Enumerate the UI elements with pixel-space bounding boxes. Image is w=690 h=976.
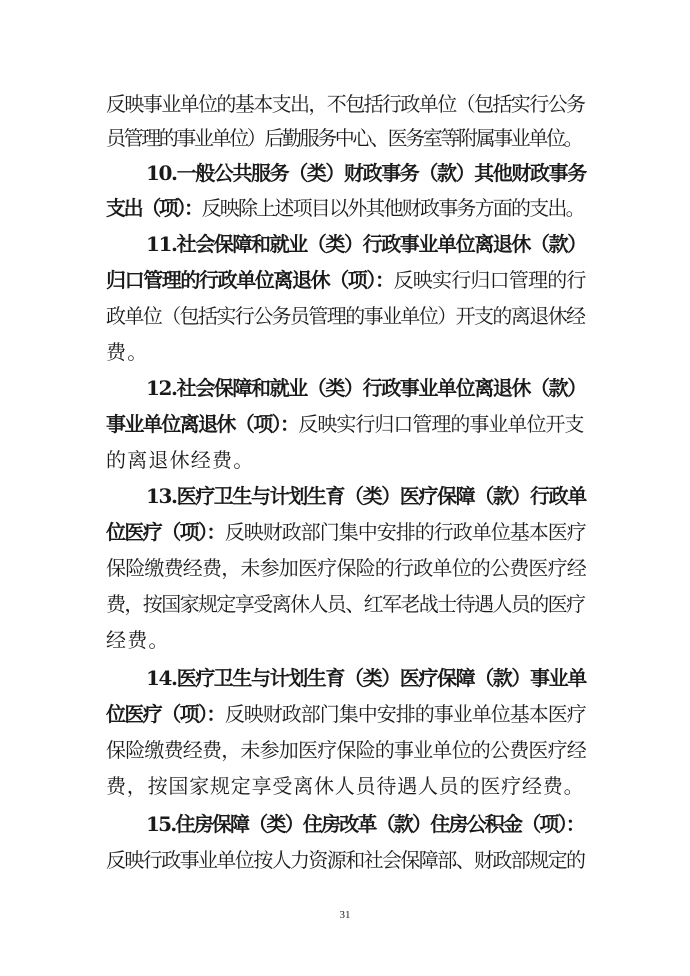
item-heading: 支出（项）： [106,196,202,220]
text-line [106,586,586,622]
text-run: 费，按国家规定享受离休人员待遇人员的医疗经费。 [106,774,585,798]
text-line [106,442,586,478]
text-run: 反映财政部门集中安排的事业单位基本医疗 [224,702,586,726]
text-run: 反映除上述项目以外其他财政事务方面的支出。 [201,196,584,220]
text-run: 反映行政事业单位按人力资源和社会保障部、财政部规定的 [106,848,585,872]
text-run: 的离退休经费。 [106,448,255,472]
item-heading: 11.社会保障和就业（类）行政事业单位离退休（款） [146,232,586,256]
text-line [106,696,586,732]
text-line [146,478,586,514]
text-line [106,842,586,878]
text-line [106,550,586,586]
text-line [106,334,586,370]
item-heading: 14.医疗卫生与计划生育（类）医疗保障（款）事业单 [146,666,586,690]
text-line [106,622,586,658]
text-line [146,660,586,696]
item-heading: 归口管理的行政单位离退休（项）： [106,268,394,292]
text-run: 反映实行归口管理的事业单位开支 [298,412,584,436]
text-run: 政单位（包括实行公务员管理的事业单位）开支的离退休经 [106,304,585,328]
item-heading: 事业单位离退休（项）： [106,412,299,436]
item-heading: 12.社会保障和就业（类）行政事业单位离退休（款） [146,376,586,400]
text-line [146,370,586,406]
text-run: 保险缴费经费，未参加医疗保险的事业单位的公费医疗经 [106,738,586,762]
text-run: 费，按国家规定享受离休人员、红军老战士待遇人员的医疗 [106,592,585,616]
item-heading: 10.一般公共服务（类）财政事务（款）其他财政事务 [146,161,586,185]
text-line [106,732,586,768]
item-heading: 位医疗（项）： [106,702,225,726]
text-line [106,86,586,122]
text-run: 反映事业单位的基本支出，不包括行政单位（包括实行公务 [106,92,585,116]
text-run: 反映实行归口管理的行 [393,268,586,292]
text-run: 费。 [106,340,149,364]
text-line [106,768,586,804]
text-line [146,226,586,262]
text-run: 员管理的事业单位）后勤服务中心、医务室等附属事业单位。 [106,126,582,150]
text-line [106,262,586,298]
text-line [106,514,586,550]
text-run: 保险缴费经费，未参加医疗保险的行政单位的公费医疗经 [106,556,586,580]
text-line [106,120,586,156]
text-line [146,806,586,842]
item-heading: 15.住房保障（类）住房改革（款）住房公积金（项）： [146,812,584,836]
text-line [106,298,586,334]
text-run: 反映财政部门集中安排的行政单位基本医疗 [224,520,586,544]
text-line [106,406,586,442]
text-line [146,155,586,191]
item-heading: 13.医疗卫生与计划生育（类）医疗保障（款）行政单 [146,484,586,508]
item-heading: 位医疗（项）： [106,520,225,544]
text-run: 经费。 [106,628,170,652]
text-line [106,190,586,226]
page-number: 31 [339,909,351,921]
